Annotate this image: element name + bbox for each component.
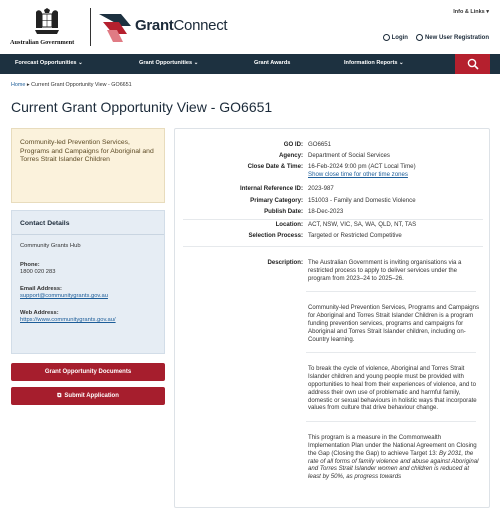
- breadcrumb: [11, 82, 132, 88]
- detail-category: [175, 197, 491, 205]
- description-paragraph: Community-led Prevention Services, Programs and Campaigns for Aboriginal and Torres Strait Islander Children is a program funding prevention services, programs and campaigns for Aboriginal and Torres Strait Islander children, including on-Country learning.: [308, 304, 480, 343]
- divider: [306, 291, 476, 292]
- description-text: [306, 259, 491, 490]
- info-links-menu[interactable]: [453, 9, 489, 15]
- chevron-down-icon: ⌄: [78, 60, 83, 66]
- opportunity-title: Community-led Prevention Services, Programs and Campaigns for Aboriginal and Torres Strait Islander Children: [20, 139, 154, 163]
- contact-org: Community Grants Hub: [20, 243, 81, 249]
- breadcrumb-home[interactable]: Home: [11, 82, 26, 88]
- nav-item-forecast[interactable]: [15, 60, 83, 66]
- register-link[interactable]: [416, 34, 489, 41]
- account-links: [383, 34, 489, 41]
- detail-agency: [175, 152, 491, 160]
- site-header: [0, 0, 500, 54]
- coat-of-arms-icon: [32, 8, 62, 36]
- description-text-part: This program is a measure in the Commonwealth Implementation Plan under the National Agreement on Closing the Gap (Closing the Gap) to achieve Target 13:: [308, 434, 477, 457]
- nav-item-information-reports[interactable]: [344, 60, 404, 66]
- nav-label: Grant Opportunities: [139, 60, 193, 66]
- description-paragraph: To break the cycle of violence, Aboriginal and Torres Strait Islander children and young people must be provided with opportunities to heal from their experiences of violence, and to address their own use of problematic and harmful family, domestic or sexual behaviours in holistic ways that incorporate values from culture that drive behaviour change.: [308, 365, 477, 412]
- user-icon: [383, 34, 390, 41]
- external-link-icon: ⧉: [57, 392, 62, 399]
- detail-value: 2023-987: [308, 185, 334, 192]
- nav-item-grant-awards[interactable]: [254, 60, 290, 66]
- submit-application-label: Submit Application: [64, 393, 119, 399]
- email-link[interactable]: support@communitygrants.gov.au: [20, 293, 108, 299]
- detail-value: ACT, NSW, VIC, SA, WA, QLD, NT, TAS: [308, 221, 417, 228]
- detail-label: Agency:: [278, 152, 303, 159]
- nav-label: Forecast Opportunities: [15, 60, 77, 66]
- detail-close-date: [175, 163, 491, 179]
- breadcrumb-current: Current Grant Opportunity View - GO6651: [31, 82, 132, 88]
- opportunity-title-card: [11, 128, 165, 203]
- description-paragraph: The Australian Government is inviting organisations via a restricted process to apply to deliver services under the program from 2023–24 to 2025–26.: [308, 259, 462, 282]
- email-label: Email Address:: [20, 285, 62, 292]
- detail-reference-id: [175, 185, 491, 193]
- nav-label: Information Reports: [344, 60, 398, 66]
- phone-label: Phone:: [20, 261, 40, 268]
- web-label: Web Address:: [20, 309, 59, 316]
- contact-details-card: [11, 210, 165, 354]
- detail-label: Description:: [267, 259, 303, 266]
- main-nav: [0, 54, 500, 74]
- phone-value: 1800 020 283: [20, 269, 56, 275]
- divider: [306, 421, 476, 422]
- australian-government-logo[interactable]: [10, 8, 85, 46]
- user-plus-icon: [416, 34, 423, 41]
- divider: [183, 246, 483, 247]
- detail-value: 18-Dec-2023: [308, 208, 344, 215]
- grantconnect-wordmark[interactable]: [135, 17, 227, 34]
- nav-label: Grant Awards: [254, 60, 291, 66]
- search-icon: [467, 58, 479, 70]
- register-label: New User Registration: [424, 35, 489, 42]
- chevron-down-icon: ⌄: [193, 60, 199, 66]
- brand-bold: Grant: [135, 17, 174, 34]
- detail-label: Selection Process:: [248, 232, 303, 239]
- detail-publish-date: [175, 208, 491, 216]
- detail-label: Primary Category:: [250, 197, 303, 204]
- detail-label: Internal Reference ID:: [240, 185, 303, 192]
- detail-label: Close Date & Time:: [247, 163, 303, 170]
- brand-light: Connect: [173, 17, 228, 34]
- grant-documents-button[interactable]: [11, 363, 165, 381]
- detail-value: GO6651: [308, 141, 332, 148]
- other-timezones-link[interactable]: Show close time for other time zones: [308, 170, 408, 178]
- grant-documents-label: Grant Opportunity Documents: [44, 369, 132, 375]
- detail-go-id: [175, 141, 491, 149]
- detail-selection-process: [175, 232, 491, 240]
- search-button[interactable]: [455, 54, 490, 74]
- grantconnect-logo-icon[interactable]: [99, 12, 131, 44]
- page-title: Current Grant Opportunity View - GO6651: [11, 99, 273, 115]
- login-label: Login: [391, 35, 408, 42]
- detail-description: [175, 259, 491, 490]
- detail-label: GO ID:: [283, 141, 303, 148]
- divider: [306, 352, 476, 353]
- contact-heading: Contact Details: [12, 211, 164, 235]
- submit-application-button[interactable]: [11, 387, 165, 405]
- government-name: Australian Government: [10, 39, 75, 46]
- detail-label: Location:: [275, 221, 303, 228]
- details-panel: [174, 128, 490, 508]
- description-paragraph: [308, 434, 481, 481]
- target-quote: By 2031, the rate of all forms of family violence and abuse against Aboriginal and Torres Strait Islander women and children is reduced at least by 50%, as progress towards: [308, 449, 479, 481]
- detail-value: Targeted or Restricted Competitive: [308, 232, 402, 239]
- chevron-right-icon: ▸: [26, 82, 30, 88]
- header-divider: [90, 8, 91, 46]
- detail-value: 16-Feb-2024 9:00 pm (ACT Local Time): [308, 163, 416, 170]
- nav-item-grant-opportunities[interactable]: [139, 60, 198, 66]
- detail-value: Department of Social Services: [308, 152, 390, 159]
- web-link[interactable]: https://www.communitygrants.gov.au/: [20, 317, 116, 323]
- chevron-down-icon: ⌄: [399, 60, 404, 66]
- chevron-down-icon: ▾: [486, 9, 489, 15]
- contact-body: [12, 235, 164, 333]
- login-link[interactable]: [383, 34, 408, 41]
- detail-location: [175, 221, 491, 229]
- detail-label: Publish Date:: [264, 208, 303, 215]
- divider: [183, 219, 483, 220]
- detail-value: 151003 - Family and Domestic Violence: [308, 197, 416, 204]
- info-links-label: Info & Links: [453, 9, 485, 15]
